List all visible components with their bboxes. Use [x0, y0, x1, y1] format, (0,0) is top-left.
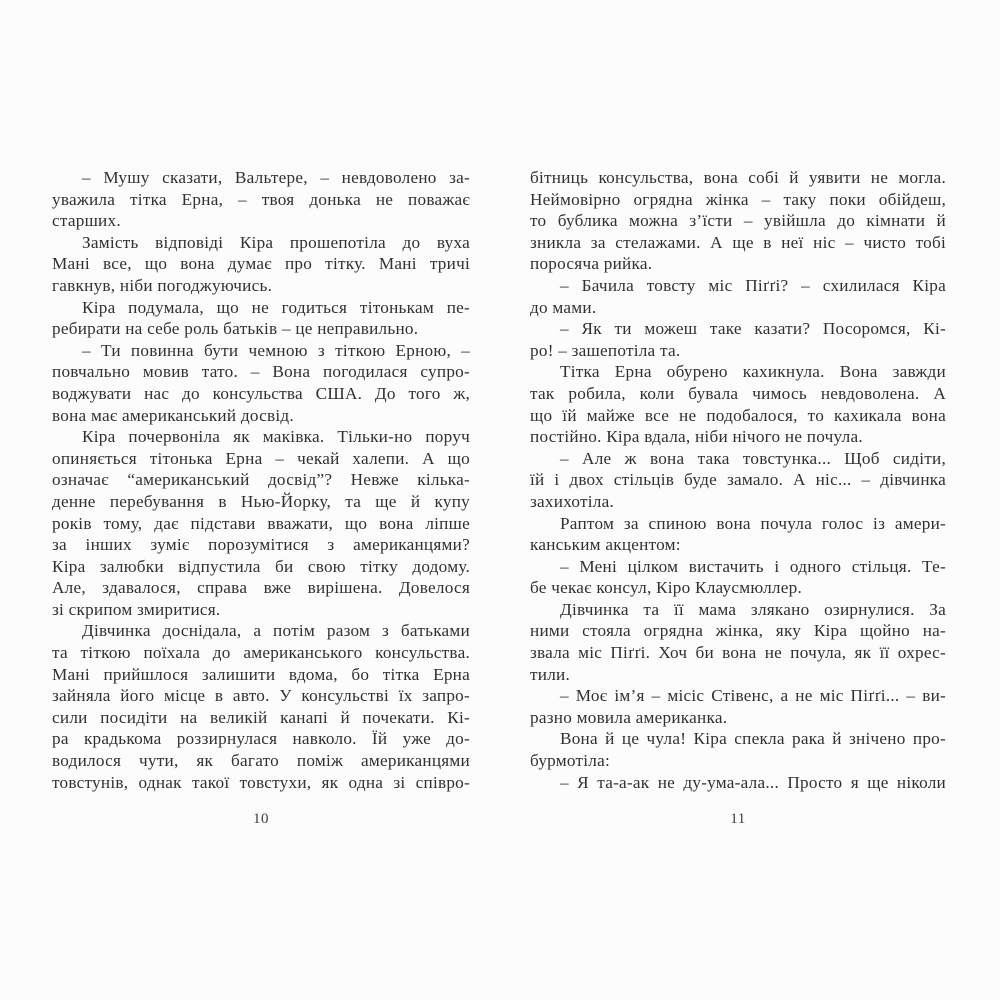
text-line: захихотіла.: [530, 491, 615, 511]
paragraph: [530, 318, 946, 361]
text-line: – Мені цілком вистачить і одного стільця. Те-: [560, 556, 946, 576]
text-line: Але, здавалося, справа вже вирішена. Довелося: [52, 578, 470, 598]
text-line: їй і двох стільців буде замало. А ніс... – дівчинка: [530, 470, 946, 490]
text-line: бе чекає консул, Кіро Клаусмюллер.: [530, 578, 802, 598]
page-right-text-column: [530, 167, 946, 793]
text-line: – Я та-а-ак не ду-ума-ала... Просто я ще ніколи: [560, 772, 946, 792]
text-line: воджувати нас до консульства США. До того ж,: [52, 383, 470, 403]
paragraph: [52, 297, 470, 340]
text-line: опиняється тітонька Ерна – чекай халепи. А що: [52, 448, 470, 468]
text-line: що їй майже все не подобалося, то кахикала вона: [530, 405, 946, 425]
text-line: – Як ти можеш таке казати? Посоромся, Кі-: [560, 319, 946, 339]
text-line: Дівчинка та її мама злякано озирнулися. За: [560, 599, 946, 619]
text-line: ро! – зашепотіла та.: [530, 340, 681, 360]
text-line: зникла за стелажами. А ще в неї ніс – чисто тобі: [530, 232, 946, 252]
paragraph: [52, 232, 470, 297]
paragraph: [530, 728, 946, 771]
text-line: Мані все, що вона думає про тітку. Мані тричі: [52, 254, 470, 274]
text-line: Кіра почервоніла як маківка. Тільки-но поруч: [82, 427, 470, 447]
text-line: зі скрипом змиритися.: [52, 599, 221, 619]
page-right-number: 11: [730, 811, 746, 827]
text-line: Неймовірно огрядна жінка – таку поки обійдеш,: [530, 189, 946, 209]
text-line: старших.: [52, 211, 121, 231]
text-line: вона має американський досвід.: [52, 405, 294, 425]
paragraph: [530, 772, 946, 794]
text-line: означає “американський досвід”? Невже кілька-: [52, 470, 470, 490]
paragraph: [52, 620, 470, 793]
text-line: Замість відповіді Кіра прошепотіла до вуха: [82, 232, 470, 252]
text-line: повчально мовив тато. – Вона погодилася супро-: [52, 362, 470, 382]
text-line: бурмотіла:: [530, 751, 611, 771]
page-left-text-column: [52, 167, 470, 793]
text-line: сили посидіти на великій канапі й почекати. Кі-: [52, 707, 470, 727]
text-line: ребирати на себе роль батьків – це неправильно.: [52, 319, 419, 339]
paragraph: [530, 275, 946, 318]
text-line: так робила, коли бувала чимось невдоволена. А: [530, 383, 946, 403]
text-line: Дівчинка доснідала, а потім разом з батьками: [82, 621, 470, 641]
text-line: поросяча рийка.: [530, 254, 653, 274]
paragraph: [530, 556, 946, 599]
paragraph: [52, 167, 470, 232]
text-line: – Ти повинна бути чемною з тіткою Ерною, –: [82, 340, 470, 360]
text-line: ра крадькома роззирнулася навколо. Їй уже до-: [52, 729, 470, 749]
text-line: – Мушу сказати, Вальтере, – невдоволено за-: [82, 168, 470, 187]
page-left-number: 10: [253, 811, 269, 827]
text-line: товстунів, однак такої товстухи, як одна зі співро-: [52, 772, 470, 792]
text-line: Кіра залюбки відпустила би свою тітку додому.: [52, 556, 470, 576]
text-line: років тому, дає підстави вважати, що вона ліпше: [52, 513, 470, 533]
text-line: гавкнув, ніби погоджуючись.: [52, 275, 273, 295]
text-line: ними стояла огрядна жінка, яку Кіра щойно на-: [530, 621, 946, 641]
text-line: та тіткою поїхала до американського консульства.: [52, 643, 470, 663]
text-line: уважила тітка Ерна, – твоя донька не поважає: [52, 189, 470, 209]
paragraph: [530, 167, 946, 275]
text-line: Вона й це чула! Кіра спекла рака й знічено про-: [560, 729, 946, 749]
text-line: постійно. Кіра вдала, ніби нічого не почула.: [530, 427, 863, 447]
text-line: зайняла його місце в авто. У консульстві їх запро-: [52, 686, 470, 706]
text-line: до мами.: [530, 297, 597, 317]
paragraph: [530, 685, 946, 728]
text-line: Кіра подумала, що не годиться тітонькам пе-: [82, 297, 470, 317]
text-line: – Але ж вона така товстунка... Щоб сидіти,: [560, 448, 946, 468]
text-line: бітниць консульства, вона собі й уявити не могла.: [530, 168, 946, 187]
text-line: Раптом за спиною вона почула голос із амери-: [560, 513, 946, 533]
text-line: водилося чути, як багато поміж американцями: [52, 751, 470, 771]
text-line: звала міс Піґґі. Хоч би вона не почула, як її охрес-: [530, 643, 946, 663]
page-left: [52, 0, 470, 1000]
paragraph: [52, 340, 470, 426]
text-line: Тітка Ерна обурено кахикнула. Вона завжди: [560, 362, 946, 382]
text-line: тили.: [530, 664, 571, 684]
text-line: – Моє ім’я – місіс Стівенс, а не міс Піґґі... – ви-: [560, 686, 946, 706]
text-line: разно мовила американка.: [530, 707, 728, 727]
page-right: [530, 0, 946, 1000]
text-line: за інших зуміє порозумітися з американцями?: [52, 535, 470, 555]
text-line: денне перебування в Нью-Йорку, та ще й купу: [52, 491, 470, 511]
text-line: – Бачила товсту міс Піґґі? – схилилася Кіра: [560, 275, 946, 295]
paragraph: [530, 599, 946, 685]
paragraph: [52, 426, 470, 620]
paragraph: [530, 513, 946, 556]
paragraph: [530, 361, 946, 447]
text-line: Мані прийшлося залишити вдома, бо тітка Ерна: [52, 664, 470, 684]
text-line: то бублика можна з’їсти – увійшла до кімнати й: [530, 211, 946, 231]
paragraph: [530, 448, 946, 513]
text-line: канським акцентом:: [530, 535, 681, 555]
